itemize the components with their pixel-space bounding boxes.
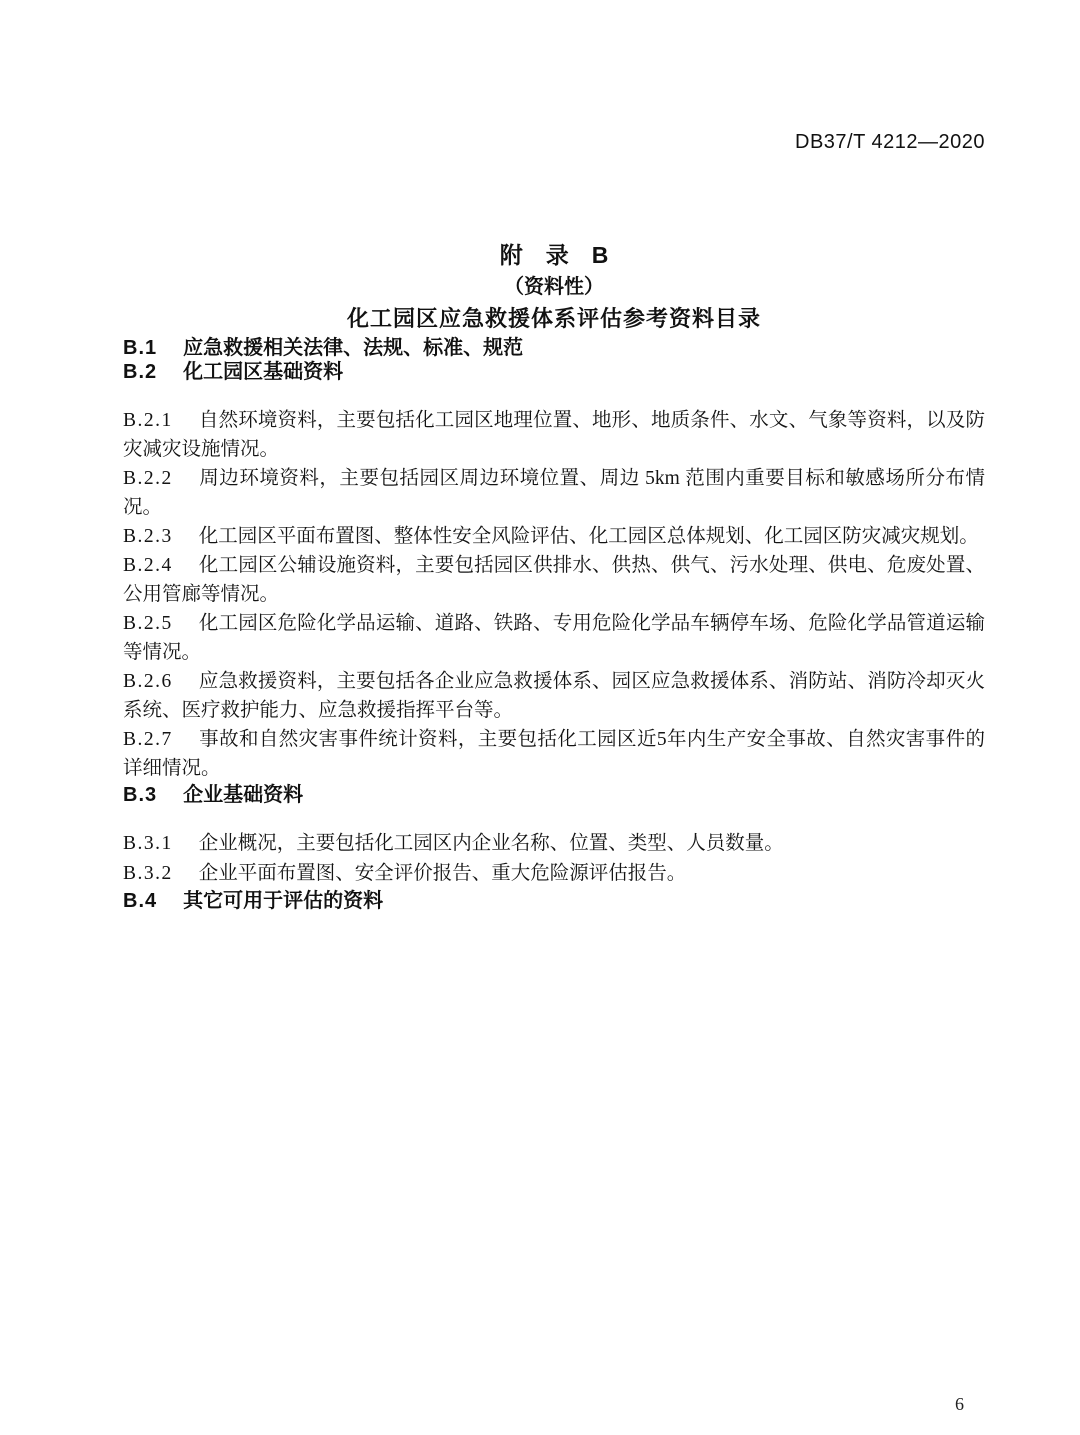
- clause-number-b2-5: B.2.5: [123, 613, 173, 634]
- clause-text-b2-7: 事故和自然灾害事件统计资料，主要包括化工园区近5年内生产安全事故、自然灾害事件的详细情况。: [123, 729, 985, 779]
- clause-b2-4: [123, 551, 985, 609]
- section-number-b1: B.1: [123, 337, 158, 359]
- standard-number-header: DB37/T 4212—2020: [795, 131, 985, 153]
- clause-text-b3-1: 企业概况，主要包括化工园区内企业名称、位置、类型、人员数量。: [198, 833, 784, 854]
- section-number-b4: B.4: [123, 890, 158, 912]
- clause-b3-1: [123, 829, 985, 859]
- clause-number-b2-4: B.2.4: [123, 555, 173, 576]
- clause-b3-2: [123, 859, 985, 889]
- section-number-b2: B.2: [123, 361, 158, 383]
- clause-number-b2-3: B.2.3: [123, 526, 173, 547]
- clause-text-b2-6: 应急救援资料，主要包括各企业应急救援体系、园区应急救援体系、消防站、消防冷却灭火系统、医疗救护能力、应急救援指挥平台等。: [123, 671, 985, 721]
- clause-number-b2-7: B.2.7: [123, 729, 173, 750]
- appendix-informative-note: （资料性）: [504, 276, 604, 298]
- clause-b2-5: [123, 609, 985, 667]
- section-title-b1: 应急救援相关法律、法规、标准、规范: [183, 337, 524, 359]
- section-heading-b4: [123, 889, 985, 913]
- section-title-b2: 化工园区基础资料: [183, 361, 344, 383]
- title-block: [123, 238, 985, 336]
- section-b2-clauses: [123, 406, 985, 783]
- section-heading-b2: [123, 360, 985, 384]
- clause-number-b2-1: B.2.1: [123, 410, 173, 431]
- section-b3-clauses: [123, 829, 985, 889]
- section-title-b4: 其它可用于评估的资料: [183, 890, 384, 912]
- section-heading-b1: [123, 336, 985, 360]
- clause-b2-7: [123, 725, 985, 783]
- clause-text-b3-2: 企业平面布置图、安全评价报告、重大危险源评估报告。: [198, 863, 687, 884]
- clause-number-b3-1: B.3.1: [123, 833, 173, 854]
- clause-b2-3: [123, 522, 985, 551]
- clause-text-b2-5: 化工园区危险化学品运输、道路、铁路、专用危险化学品车辆停车场、危险化学品管道运输等情况。: [123, 613, 985, 663]
- clause-number-b2-2: B.2.2: [123, 468, 173, 489]
- clause-number-b2-6: B.2.6: [123, 671, 173, 692]
- section-number-b3: B.3: [123, 784, 158, 806]
- page-number: 6: [955, 1394, 964, 1414]
- clause-b2-1: [123, 406, 985, 464]
- clause-b2-2: [123, 464, 985, 522]
- clause-text-b2-1: 自然环境资料，主要包括化工园区地理位置、地形、地质条件、水文、气象等资料，以及防灾减灾设施情况。: [123, 410, 985, 460]
- section-heading-b3: [123, 783, 985, 807]
- clause-text-b2-3: 化工园区平面布置图、整体性安全风险评估、化工园区总体规划、化工园区防灾减灾规划。: [198, 526, 979, 547]
- clause-b2-6: [123, 667, 985, 725]
- clause-text-b2-2: 周边环境资料，主要包括园区周边环境位置、周边 5km 范围内重要目标和敏感场所分布情况。: [123, 468, 985, 518]
- appendix-subject-title: 化工园区应急救援体系评估参考资料目录: [346, 306, 761, 331]
- appendix-title: 附 录 B: [499, 242, 609, 268]
- section-title-b3: 企业基础资料: [183, 784, 304, 806]
- clause-text-b2-4: 化工园区公辅设施资料，主要包括园区供排水、供热、供气、污水处理、供电、危废处置、公用管廊等情况。: [123, 555, 985, 605]
- clause-number-b3-2: B.3.2: [123, 863, 173, 884]
